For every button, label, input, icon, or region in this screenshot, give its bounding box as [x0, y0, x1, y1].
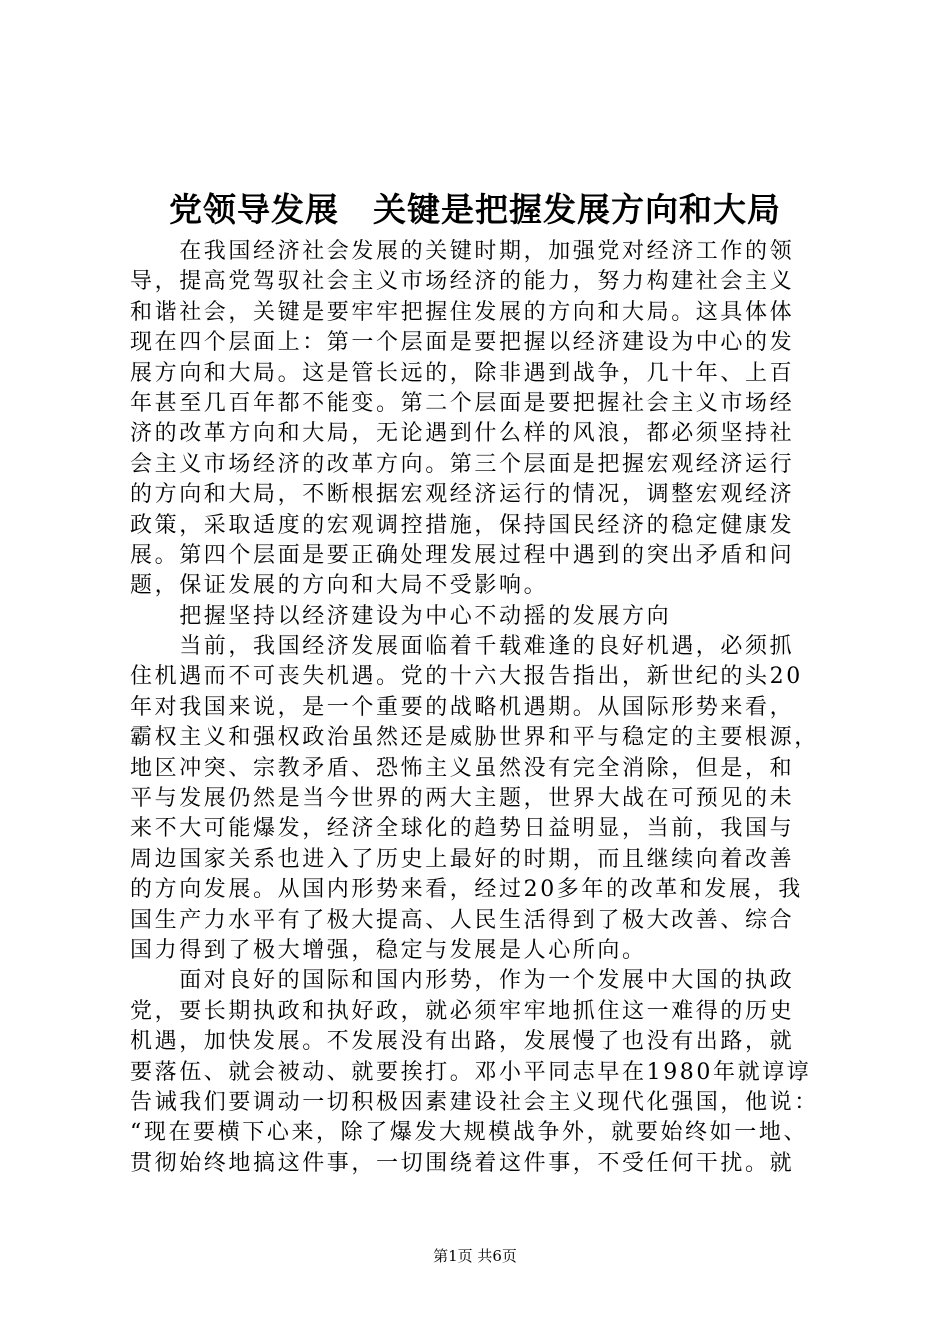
text-line: 国生产力水平有了极大提高、人民生活得到了极大改善、综合: [130, 907, 795, 933]
text-line: 地区冲突、宗教矛盾、恐怖主义虽然没有完全消除，但是，和: [130, 755, 795, 781]
document-title: 党领导发展 关键是把握发展方向和大局: [169, 190, 781, 229]
text-line: 的方向发展。从国内形势来看，经过20多年的改革和发展，我: [130, 877, 803, 903]
text-line: 国力得到了极大增强，稳定与发展是人心所向。: [130, 937, 647, 963]
text-line: 会主义市场经济的改革方向。第三个层面是把握宏观经济运行: [130, 451, 795, 477]
text-line: 展。第四个层面是要正确处理发展过程中遇到的突出矛盾和问: [130, 542, 795, 568]
text-line: 平与发展仍然是当今世界的两大主题，世界大战在可预见的未: [130, 786, 795, 812]
text-line: 告诫我们要调动一切积极因素建设社会主义现代化强国，他说：: [130, 1089, 819, 1115]
text-line: 机遇，加快发展。不发展没有出路，发展慢了也没有出路，就: [130, 1029, 795, 1055]
text-line: “现在要横下心来，除了爆发大规模战争外，就要始终如一地、: [130, 1120, 809, 1146]
text-line: 党，要长期执政和执好政，就必须牢牢地抓住这一难得的历史: [130, 998, 795, 1024]
text-line: 把握坚持以经济建设为中心不动摇的发展方向: [130, 603, 672, 629]
text-line: 当前，我国经济发展面临着千载难逢的良好机遇，必须抓: [130, 634, 795, 660]
text-line: 面对良好的国际和国内形势，作为一个发展中大国的执政: [130, 968, 795, 994]
text-line: 导，提高党驾驭社会主义市场经济的能力，努力构建社会主义: [130, 269, 795, 295]
text-line: 题，保证发展的方向和大局不受影响。: [130, 573, 549, 599]
text-line: 政策，采取适度的宏观调控措施，保持国民经济的稳定健康发: [130, 512, 795, 538]
text-line: 住机遇而不可丧失机遇。党的十六大报告指出，新世纪的头20: [130, 664, 803, 690]
text-line: 展方向和大局。这是管长远的，除非遇到战争，几十年、上百: [130, 360, 795, 386]
text-line: 现在四个层面上：第一个层面是要把握以经济建设为中心的发: [130, 330, 795, 356]
text-line: 来不大可能爆发，经济全球化的趋势日益明显，当前，我国与: [130, 816, 795, 842]
text-line: 周边国家关系也进入了历史上最好的时期，而且继续向着改善: [130, 846, 795, 872]
text-line: 和谐社会，关键是要牢牢把握住发展的方向和大局。这具体体: [130, 299, 795, 325]
page-footer: 第1页 共6页: [433, 1247, 517, 1265]
text-line: 的方向和大局，不断根据宏观经济运行的情况，调整宏观经济: [130, 482, 795, 508]
text-line: 要落伍、就会被动、就要挨打。邓小平同志早在1980年就谆谆: [130, 1059, 812, 1085]
text-line: 年对我国来说，是一个重要的战略机遇期。从国际形势来看，: [130, 694, 795, 720]
text-line: 年甚至几百年都不能变。第二个层面是要把握社会主义市场经: [130, 390, 795, 416]
text-line: 贯彻始终地搞这件事，一切围绕着这件事，不受任何干扰。就: [130, 1150, 795, 1176]
document-body: [130, 237, 830, 1179]
text-line: 济的改革方向和大局，无论遇到什么样的风浪，都必须坚持社: [130, 421, 795, 447]
text-line: 霸权主义和强权政治虽然还是威胁世界和平与稳定的主要根源，: [130, 725, 819, 751]
text-line: 在我国经济社会发展的关键时期，加强党对经济工作的领: [130, 239, 795, 264]
